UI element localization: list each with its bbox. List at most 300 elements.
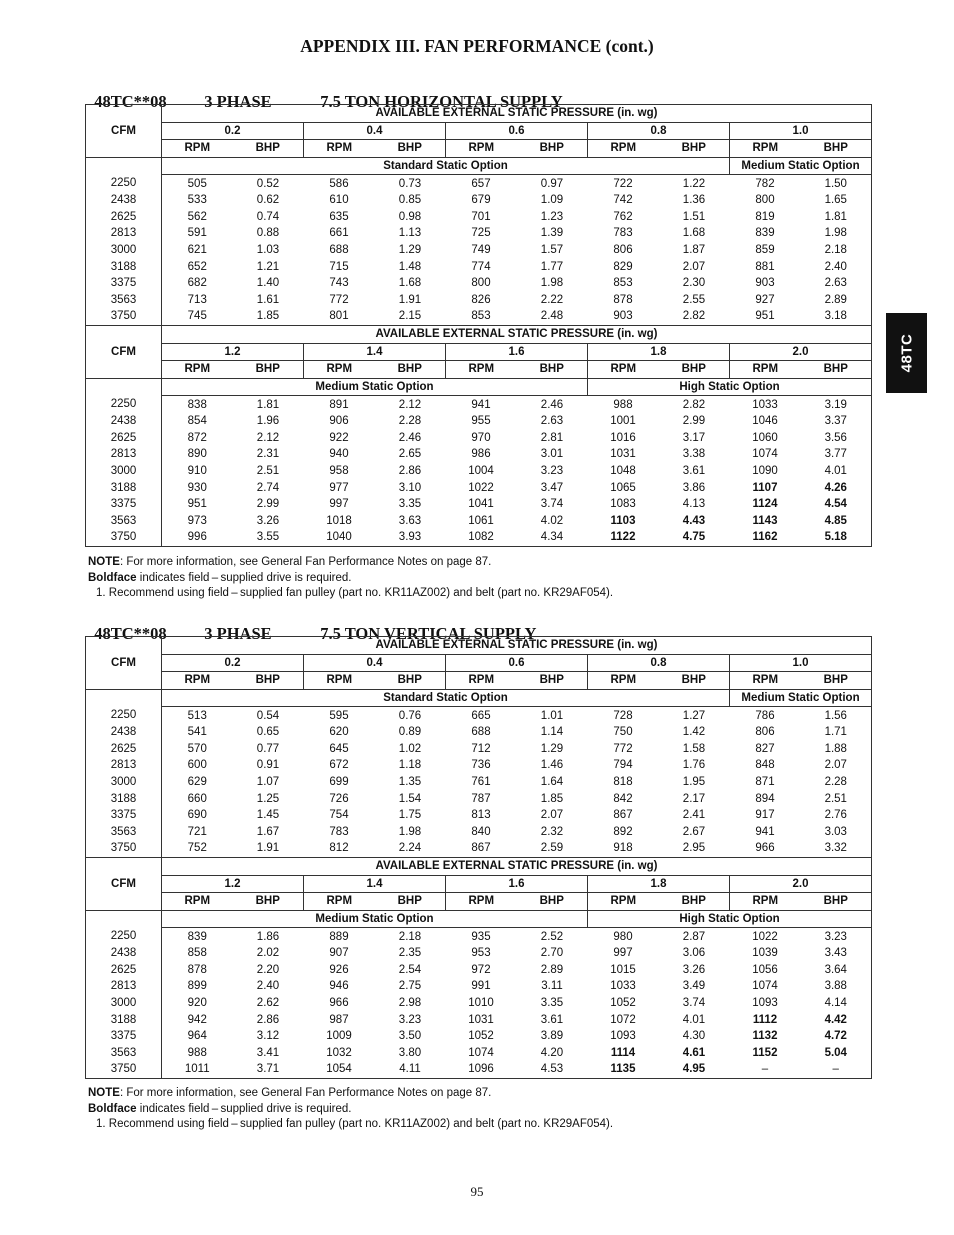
cfm-value: 2250	[86, 175, 162, 192]
bhp-value: 1.75	[398, 809, 422, 822]
rpm-value: 806	[613, 244, 633, 257]
rpm-header: RPM	[162, 672, 233, 690]
table-row	[86, 275, 872, 292]
table-row	[86, 928, 872, 945]
static-option-label: Medium Static Option	[162, 378, 588, 396]
rpm-value: 1112	[752, 1013, 778, 1026]
bhp-value: 2.48	[540, 310, 564, 323]
cfm-value: 3000	[86, 995, 162, 1012]
bhp-value: 3.35	[540, 997, 564, 1010]
rpm-value: 910	[187, 465, 207, 478]
table-row	[86, 513, 872, 530]
pressure-row	[86, 654, 872, 672]
rpm-value: 927	[755, 293, 775, 306]
bhp-header: BHP	[659, 361, 730, 379]
rpm-value: 1040	[326, 531, 352, 544]
rpm-value: 988	[613, 398, 633, 411]
bhp-value: 3.61	[540, 1013, 564, 1026]
rpm-value: 787	[471, 792, 491, 805]
rpm-value: 973	[187, 514, 207, 527]
rpm-value: 1031	[610, 448, 636, 461]
rpm-value: 941	[755, 825, 775, 838]
bhp-value: 2.65	[398, 448, 422, 461]
rpm-header: RPM	[304, 893, 375, 911]
rpm-header: RPM	[730, 361, 801, 379]
cfm-value: 2250	[86, 707, 162, 724]
rpm-value: 878	[613, 293, 633, 306]
rpm-value: 586	[329, 177, 349, 190]
fan-table-horizontal-high	[85, 325, 872, 547]
rpm-value: 742	[613, 194, 633, 207]
option-row	[86, 378, 872, 396]
rpm-value: 1060	[752, 431, 778, 444]
bhp-value: 3.35	[398, 498, 422, 511]
bhp-header: BHP	[801, 893, 872, 911]
rpm-value: 786	[755, 709, 775, 722]
unit-row	[86, 672, 872, 690]
bhp-value: 0.88	[256, 227, 280, 240]
notes-horizontal	[88, 555, 613, 602]
table-row	[86, 242, 872, 259]
rpm-value: 1090	[752, 465, 778, 478]
rpm-value: 772	[329, 293, 349, 306]
bhp-value: 1.98	[824, 227, 847, 240]
rpm-value: 513	[187, 709, 207, 722]
rpm-value: 774	[471, 260, 491, 273]
table-row	[86, 707, 872, 724]
rpm-value: 1103	[610, 514, 636, 527]
rpm-value: 892	[613, 825, 633, 838]
bhp-value: 2.30	[682, 277, 706, 290]
bhp-value: 2.63	[540, 415, 564, 428]
bhp-value: 3.64	[824, 963, 847, 976]
fan-table-vertical-high	[85, 857, 872, 1079]
rpm-value: 1032	[326, 1046, 352, 1059]
cfm-value: 3000	[86, 463, 162, 480]
rpm-value: 1052	[468, 1030, 494, 1043]
cfm-value: 3750	[86, 308, 162, 325]
bhp-value: 1.98	[398, 825, 422, 838]
bhp-value: 1.77	[540, 260, 564, 273]
rpm-value: 743	[329, 277, 349, 290]
rpm-value: 672	[329, 759, 349, 772]
table-row	[86, 1045, 872, 1062]
rpm-value: 878	[187, 963, 207, 976]
rpm-value: 1046	[752, 415, 778, 428]
rpm-value: 867	[471, 842, 491, 855]
bhp-header: BHP	[233, 140, 304, 158]
rpm-value: 1061	[468, 514, 494, 527]
rpm-value: 1015	[610, 963, 636, 976]
table-row	[86, 1061, 872, 1078]
bhp-value: 2.52	[540, 930, 564, 943]
table-row	[86, 192, 872, 209]
rpm-value: 661	[329, 227, 349, 240]
rpm-value: 991	[471, 980, 491, 993]
rpm-value: 541	[187, 726, 207, 739]
cfm-header: CFM	[86, 105, 162, 158]
bhp-value: 1.03	[256, 244, 280, 257]
pressure-row	[86, 875, 872, 893]
rpm-value: 800	[755, 194, 775, 207]
option-row	[86, 689, 872, 707]
cfm-value: 2813	[86, 978, 162, 995]
bhp-value: 1.07	[256, 776, 280, 789]
cfm-value: 3188	[86, 479, 162, 496]
rpm-value: 818	[613, 776, 633, 789]
rpm-value: 570	[187, 742, 207, 755]
bhp-value: 2.99	[256, 498, 280, 511]
rpm-value: 660	[187, 792, 207, 805]
boldface-line	[88, 1102, 613, 1118]
rpm-value: 953	[471, 947, 491, 960]
rpm-value: 688	[471, 726, 491, 739]
rpm-value: 1033	[610, 980, 636, 993]
bhp-value: 1.85	[256, 310, 280, 323]
bhp-value: 4.20	[540, 1046, 564, 1059]
bhp-value: 3.88	[824, 980, 847, 993]
pressure-value: 1.4	[304, 875, 446, 893]
side-tab	[886, 313, 927, 393]
rpm-value: 920	[187, 997, 207, 1010]
rpm-value: 801	[329, 310, 349, 323]
rpm-value: 645	[329, 742, 349, 755]
rpm-value: 1132	[752, 1030, 778, 1043]
cfm-value: 2438	[86, 945, 162, 962]
bhp-value: 2.82	[682, 398, 706, 411]
cfm-value: 3750	[86, 1061, 162, 1078]
bhp-value: 2.15	[398, 310, 422, 323]
rpm-value: 754	[329, 809, 349, 822]
cfm-value: 2438	[86, 724, 162, 741]
bhp-value: –	[832, 1063, 839, 1076]
cfm-spacer	[86, 378, 162, 396]
boldface-line	[88, 571, 613, 587]
rpm-value: 812	[329, 842, 349, 855]
bhp-value: 2.17	[682, 792, 706, 805]
rpm-value: 997	[329, 498, 349, 511]
bhp-value: 1.09	[540, 194, 564, 207]
bhp-value: 2.46	[540, 398, 564, 411]
rpm-value: 854	[187, 415, 207, 428]
rpm-value: 600	[187, 759, 207, 772]
pressure-value: 0.8	[588, 122, 730, 140]
bhp-value: 0.65	[256, 726, 280, 739]
cfm-value: 3750	[86, 529, 162, 546]
rpm-value: 871	[755, 776, 775, 789]
bhp-value: 4.26	[824, 481, 847, 494]
rpm-value: 736	[471, 759, 491, 772]
static-option-label: Standard Static Option	[162, 157, 730, 175]
bhp-value: 2.62	[256, 997, 280, 1010]
rpm-value: 926	[329, 963, 349, 976]
static-option-label: High Static Option	[588, 910, 872, 928]
bhp-value: 1.85	[540, 792, 564, 805]
bhp-value: 3.74	[540, 498, 564, 511]
bhp-value: 5.18	[824, 531, 847, 544]
rpm-value: 745	[187, 310, 207, 323]
page-number: 95	[470, 1184, 484, 1199]
rpm-value: 839	[755, 227, 775, 240]
rpm-value: 970	[471, 431, 491, 444]
cfm-value: 3563	[86, 824, 162, 841]
bhp-value: 1.13	[398, 227, 422, 240]
cfm-value: 2813	[86, 225, 162, 242]
rpm-value: 977	[329, 481, 349, 494]
rpm-value: 505	[187, 177, 207, 190]
rpm-value: 620	[329, 726, 349, 739]
rpm-header: RPM	[162, 361, 233, 379]
rpm-value: 562	[187, 210, 207, 223]
bhp-value: 2.07	[824, 759, 847, 772]
bhp-header: BHP	[659, 140, 730, 158]
cfm-value: 3375	[86, 496, 162, 513]
cfm-value: 3188	[86, 790, 162, 807]
cfm-value: 3000	[86, 242, 162, 259]
table-row	[86, 1011, 872, 1028]
table-row	[86, 724, 872, 741]
rpm-value: 891	[329, 398, 349, 411]
table-row	[86, 757, 872, 774]
recommend-line: 1. Recommend using field – supplied fan pulley (part no. KR11AZ002) and belt (part no. KR29AF054).	[96, 1118, 614, 1130]
rpm-value: 652	[187, 260, 207, 273]
rpm-value: 806	[755, 726, 775, 739]
bhp-value: 1.61	[256, 293, 280, 306]
rpm-value: 1162	[752, 531, 778, 544]
pressure-value: 1.2	[162, 875, 304, 893]
rpm-value: 997	[613, 947, 633, 960]
rpm-value: 1082	[468, 531, 494, 544]
section-phase: 3 PHASE	[204, 92, 272, 111]
bhp-value: 3.06	[682, 947, 706, 960]
rpm-value: 1065	[610, 481, 636, 494]
rpm-value: 783	[613, 227, 633, 240]
bhp-value: 2.99	[682, 415, 706, 428]
rpm-value: 903	[755, 277, 775, 290]
rpm-value: 972	[471, 963, 491, 976]
bhp-value: 3.55	[256, 531, 280, 544]
header-row	[86, 858, 872, 876]
rpm-value: 955	[471, 415, 491, 428]
pressure-value: 1.4	[304, 343, 446, 361]
rpm-value: 1016	[610, 431, 636, 444]
rpm-value: 1022	[468, 481, 494, 494]
bhp-value: 2.86	[398, 465, 422, 478]
note-line	[88, 555, 613, 571]
bhp-value: 2.07	[540, 809, 564, 822]
rpm-value: 918	[613, 842, 633, 855]
rpm-value: 728	[613, 709, 633, 722]
rpm-value: 964	[187, 1030, 207, 1043]
rpm-value: 1041	[468, 498, 494, 511]
rpm-header: RPM	[588, 361, 659, 379]
rpm-value: 782	[755, 177, 775, 190]
rpm-value: 1054	[326, 1063, 352, 1076]
bhp-value: 1.58	[682, 742, 706, 755]
bhp-value: 1.67	[256, 825, 280, 838]
bhp-header: BHP	[375, 893, 446, 911]
bhp-header: BHP	[375, 361, 446, 379]
bhp-value: 2.40	[824, 260, 847, 273]
bhp-value: 4.01	[824, 465, 847, 478]
pressure-row	[86, 122, 872, 140]
table-row	[86, 225, 872, 242]
rpm-value: 761	[471, 776, 491, 789]
bhp-value: 1.95	[682, 776, 706, 789]
note-text: : For more information, see General Fan Performance Notes on page 87.	[119, 556, 492, 568]
rpm-value: 922	[329, 431, 349, 444]
pressure-value: 1.2	[162, 343, 304, 361]
bhp-value: 1.98	[540, 277, 564, 290]
bhp-value: 1.02	[398, 742, 422, 755]
rpm-value: 813	[471, 809, 491, 822]
bhp-value: 1.71	[824, 726, 847, 739]
cfm-value: 2813	[86, 446, 162, 463]
bhp-value: 2.59	[540, 842, 564, 855]
cfm-header: CFM	[86, 326, 162, 379]
pressure-value: 0.4	[304, 122, 446, 140]
rpm-value: 1152	[752, 1046, 778, 1059]
bhp-value: 4.30	[682, 1030, 706, 1043]
bhp-value: 1.27	[682, 709, 706, 722]
pressure-value: 0.6	[446, 122, 588, 140]
bhp-value: 1.22	[682, 177, 706, 190]
bhp-value: 1.57	[540, 244, 564, 257]
rpm-value: 621	[187, 244, 207, 257]
table-row	[86, 529, 872, 546]
table-row	[86, 995, 872, 1012]
rpm-value: 752	[187, 842, 207, 855]
fan-table-vertical-low	[85, 636, 872, 858]
bhp-header: BHP	[659, 893, 730, 911]
rpm-value: 665	[471, 709, 491, 722]
option-row	[86, 157, 872, 175]
cfm-value: 3563	[86, 1045, 162, 1062]
bhp-value: 0.85	[398, 194, 422, 207]
bhp-value: 3.03	[824, 825, 847, 838]
cfm-value: 3375	[86, 1028, 162, 1045]
note-text: : For more information, see General Fan Performance Notes on page 87.	[119, 1087, 492, 1099]
rpm-value: 688	[329, 244, 349, 257]
bhp-value: 3.41	[256, 1046, 280, 1059]
bhp-value: 1.46	[540, 759, 564, 772]
bhp-value: 2.86	[256, 1013, 280, 1026]
bhp-value: 1.51	[682, 210, 706, 223]
rpm-header: RPM	[730, 672, 801, 690]
rpm-value: 917	[755, 809, 775, 822]
rpm-value: 629	[187, 776, 207, 789]
bhp-value: 2.51	[256, 465, 280, 478]
bhp-header: BHP	[375, 140, 446, 158]
rpm-value: 881	[755, 260, 775, 273]
bhp-value: 2.67	[682, 825, 706, 838]
bhp-value: 2.12	[398, 398, 422, 411]
rpm-value: 826	[471, 293, 491, 306]
rpm-header: RPM	[304, 140, 375, 158]
table-row	[86, 840, 872, 857]
note-line	[88, 1086, 613, 1102]
header-row	[86, 105, 872, 123]
rpm-value: 951	[187, 498, 207, 511]
pressure-value: 0.4	[304, 654, 446, 672]
rpm-value: 899	[187, 980, 207, 993]
rpm-value: 1124	[752, 498, 778, 511]
bhp-value: 3.89	[540, 1030, 564, 1043]
bhp-value: 4.54	[824, 498, 847, 511]
bhp-value: 2.28	[824, 776, 847, 789]
rpm-value: 1093	[610, 1030, 636, 1043]
bhp-value: 0.74	[256, 210, 280, 223]
bhp-value: 3.32	[824, 842, 847, 855]
rpm-value: 772	[613, 742, 633, 755]
bhp-value: 4.95	[682, 1063, 706, 1076]
table-row	[86, 413, 872, 430]
bhp-value: 1.86	[256, 930, 280, 943]
rpm-header: RPM	[588, 672, 659, 690]
bhp-value: 4.02	[540, 514, 564, 527]
rpm-header: RPM	[446, 361, 517, 379]
pressure-header: AVAILABLE EXTERNAL STATIC PRESSURE (in. wg)	[162, 637, 872, 655]
bhp-value: 0.98	[398, 210, 422, 223]
rpm-value: 986	[471, 448, 491, 461]
fan-table-horizontal-low	[85, 104, 872, 326]
rpm-value: 595	[329, 709, 349, 722]
rpm-value: 1018	[326, 514, 352, 527]
rpm-value: 1107	[752, 481, 778, 494]
table-row	[86, 463, 872, 480]
cfm-spacer	[86, 910, 162, 928]
bhp-header: BHP	[233, 361, 304, 379]
rpm-header: RPM	[162, 140, 233, 158]
rpm-value: 701	[471, 210, 491, 223]
rpm-value: 794	[613, 759, 633, 772]
bhp-value: 1.35	[398, 776, 422, 789]
bhp-header: BHP	[517, 672, 588, 690]
cfm-value: 2625	[86, 962, 162, 979]
rpm-value: –	[761, 1063, 769, 1076]
rpm-value: 610	[329, 194, 349, 207]
note-label: NOTE	[88, 556, 120, 568]
rpm-header: RPM	[588, 893, 659, 911]
rpm-value: 858	[187, 947, 207, 960]
bhp-header: BHP	[517, 893, 588, 911]
rpm-value: 1011	[184, 1063, 210, 1076]
bhp-value: 2.74	[256, 481, 280, 494]
pressure-value: 0.2	[162, 654, 304, 672]
boldface-label: Boldface	[88, 571, 137, 584]
rpm-header: RPM	[588, 140, 659, 158]
rpm-value: 940	[329, 448, 349, 461]
bhp-value: 4.13	[682, 498, 706, 511]
bhp-value: 1.68	[398, 277, 422, 290]
bhp-header: BHP	[375, 672, 446, 690]
bhp-value: 1.76	[682, 759, 706, 772]
bhp-value: 3.23	[540, 465, 564, 478]
rpm-value: 840	[471, 825, 491, 838]
bhp-value: 2.18	[398, 930, 422, 943]
pressure-value: 2.0	[730, 343, 872, 361]
boldface-label: Boldface	[88, 1102, 137, 1115]
rpm-value: 762	[613, 210, 633, 223]
table-row	[86, 807, 872, 824]
bhp-value: 0.62	[256, 194, 280, 207]
rpm-value: 951	[755, 310, 775, 323]
rpm-value: 966	[755, 842, 775, 855]
bhp-value: 2.07	[682, 260, 706, 273]
table-row	[86, 209, 872, 226]
bhp-value: 1.96	[256, 415, 280, 428]
bhp-value: 2.87	[682, 930, 706, 943]
